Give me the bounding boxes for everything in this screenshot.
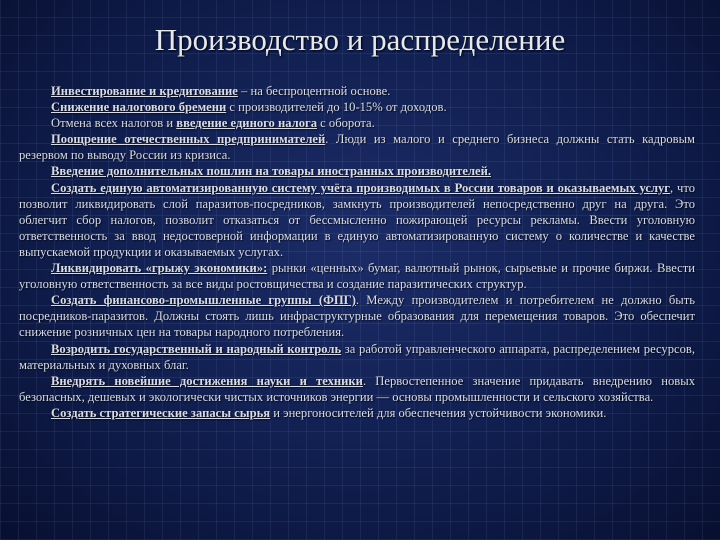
paragraph-tax-reduction <box>19 99 695 115</box>
paragraph-heading: Создать единую автоматизированную систему учёта производимых в России товаров и оказываемых услуг <box>51 180 671 195</box>
paragraph-heading: Поощрение отечественных предпринимателей <box>51 132 326 147</box>
paragraph-text: . Между производителем и потребителем не должно быть посредников-паразитов. Должны стоять лишь инфраструктурные образования для перемещения товаров. Это обеспечит снижение розничных цен на товары народного потребления. <box>19 293 695 340</box>
paragraph-reserves <box>19 405 695 421</box>
paragraph-text: с производителей до 10-15% от доходов. <box>226 100 447 115</box>
paragraph-single-tax <box>19 115 695 131</box>
paragraph-heading: Возродить государственный и народный контроль <box>51 341 342 356</box>
slide-body <box>19 83 695 421</box>
paragraph-text: с оборота. <box>317 116 375 131</box>
paragraph-duties <box>19 163 695 179</box>
paragraph-text: рынки «ценных» бумаг, валютный рынок, сырьевые и прочие биржи. Ввести уголовную ответственность за все виды ростовщичества и создание паразитических структур. <box>19 261 695 292</box>
paragraph-heading: Создать стратегические запасы сырья <box>51 405 271 420</box>
paragraph-text: , что позволит ликвидировать слой паразитов-посредников, замкнуть производителей непосредственно друг на друга. Это облегчит сбор налогов, позволит отказаться от бессмысленно пожирающей ресурсы рекламы. Ввести уголовную ответственность за ввод недостоверной информации в единую автоматизированную систему о количестве и качестве выпускаемой продукции и оказываемых услугах. <box>19 180 695 259</box>
paragraph-heading: Снижение налогового бремени <box>51 100 227 115</box>
paragraph-text: за работой управленческого аппарата, распределением ресурсов, материальных и духовных благ. <box>19 341 695 372</box>
paragraph-text: и энергоносителей для обеспечения устойчивости экономики. <box>270 405 607 420</box>
paragraph-heading: Ликвидировать «грыжу экономики»: <box>51 261 268 276</box>
paragraph-text: – на беспроцентной основе. <box>237 84 391 98</box>
paragraph-heading: Создать финансово-промышленные группы (ФПГ) <box>51 293 356 308</box>
paragraph-investment <box>19 83 695 99</box>
paragraph-heading: введение единого налога <box>176 116 318 131</box>
slide-title: Производство и распределение <box>154 22 566 57</box>
paragraph-control <box>19 341 695 373</box>
paragraph-heading: Внедрять новейшие достижения науки и техники <box>51 373 363 388</box>
paragraph-accounting-system <box>19 180 695 260</box>
paragraph-entrepreneurs <box>19 131 695 163</box>
paragraph-heading: Инвестирование и кредитование <box>51 84 238 98</box>
paragraph-text: . Первостепенное значение придавать внедрению новых безопасных, дешевых и экологически чистых источников энергии — основы промышленности и сельского хозяйства. <box>19 373 696 404</box>
paragraph-text: Отмена всех налогов и <box>51 116 177 131</box>
paragraph-science <box>19 373 695 405</box>
paragraph-heading: Введение дополнительных пошлин на товары иностранных производителей. <box>51 164 492 179</box>
paragraph-text: . Люди из малого и среднего бизнеса должны стать кадровым резервом по выводу России из кризиса. <box>19 132 695 163</box>
paragraph-economy-hernia <box>19 260 695 292</box>
paragraph-fpg <box>19 292 695 340</box>
